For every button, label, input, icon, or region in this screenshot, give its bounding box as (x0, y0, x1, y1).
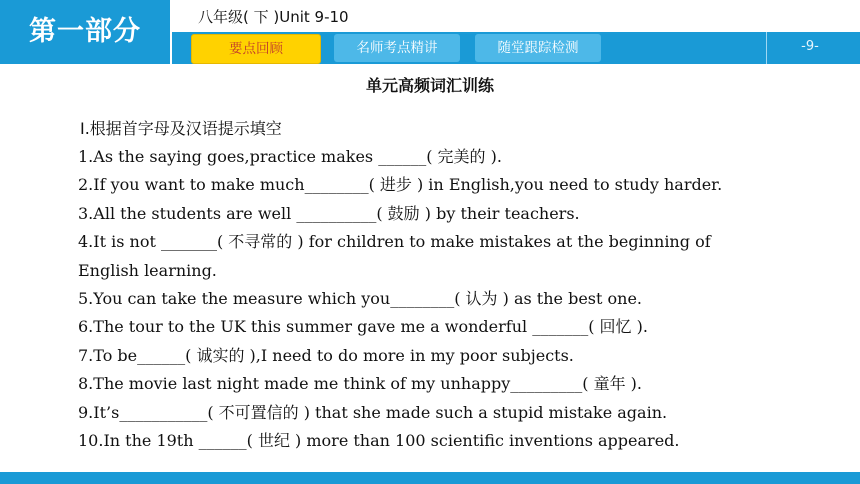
tab-divider (766, 32, 767, 64)
exercise-line: 5.You can take the measure which you________( 认为 ) as the best one. (78, 288, 643, 308)
exercise-line: 9.It’s___________( 不可置信的 ) that she made such a stupid mistake again. (78, 402, 668, 422)
exercise-line: 3.All the students are well __________( 鼓励 ) by their teachers. (78, 203, 580, 223)
exercise-list (78, 143, 778, 455)
section-heading: Ⅰ.根据首字母及汉语提示填空 (80, 119, 282, 138)
tab-key-points-review[interactable]: 要点回顾 (191, 34, 321, 64)
exercise-line: English learning. (78, 260, 217, 280)
exercise-line: 1.As the saying goes,practice makes ______( 完美的 ). (78, 147, 502, 166)
tab-in-class-test[interactable]: 随堂跟踪检测 (475, 34, 601, 62)
footer-bar (0, 472, 860, 484)
exercise-line: 4.It is not _______( 不寻常的 ) for children to make mistakes at the beginning of (78, 232, 711, 252)
exercise-line: 7.To be______( 诚实的 ),I need to do more in my poor subjects. (78, 345, 574, 365)
unit-subtitle: 八年级( 下 )Unit 9-10 (198, 8, 349, 26)
page-number: -9- (801, 39, 819, 54)
exercise-line: 6.The tour to the UK this summer gave me a wonderful _______( 回忆 ). (78, 317, 648, 337)
tab-teacher-explanation[interactable]: 名师考点精讲 (334, 34, 460, 62)
exercise-line: 8.The movie last night made me think of my unhappy_________( 童年 ). (78, 374, 643, 394)
section-badge: 第一部分 (0, 0, 170, 64)
page-title: 单元高频词汇训练 (365, 76, 494, 95)
exercise-line: 10.In the 19th ______( 世纪 ) more than 100 scientific inventions appeared. (78, 430, 680, 450)
exercise-line: 2.If you want to make much________( 进步 ) in English,you need to study harder. (78, 175, 723, 195)
